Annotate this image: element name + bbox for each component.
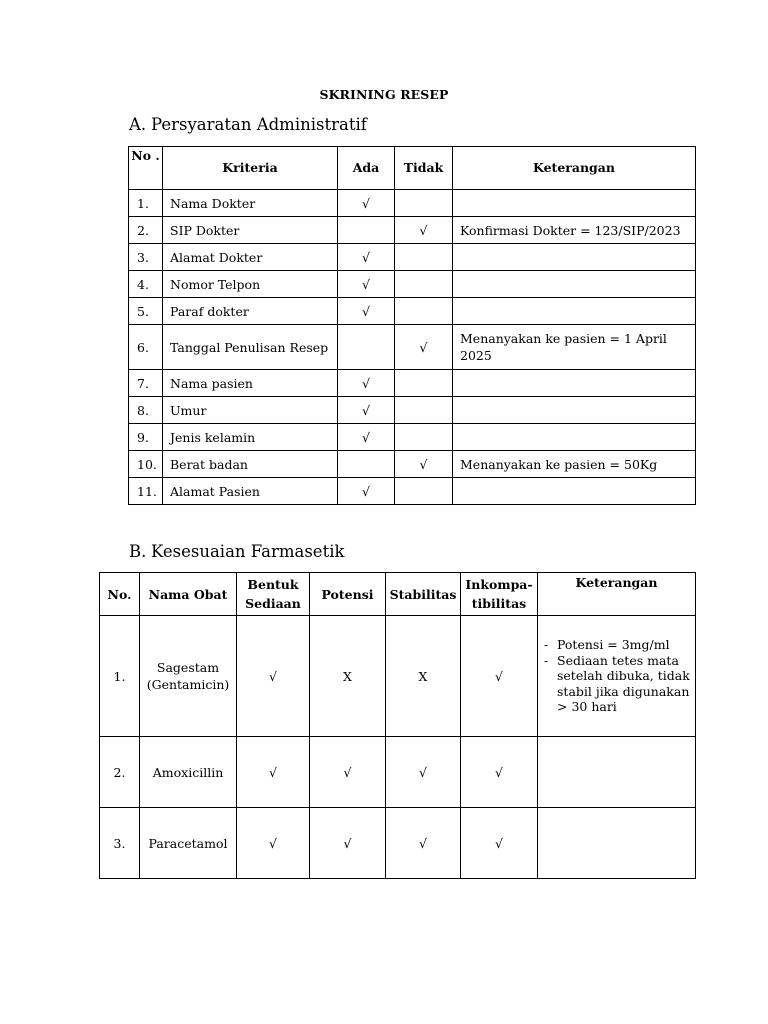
cell-ada: √ [338, 244, 395, 271]
cell-kriteria: Nomor Telpon [163, 271, 338, 298]
header-keterangan: Keterangan [538, 573, 696, 616]
table-row [129, 325, 696, 370]
cell-keterangan: Menanyakan ke pasien = 50Kg [453, 451, 696, 478]
cell-ada [338, 451, 395, 478]
cell-tidak [395, 424, 453, 451]
cell-no: 4. [129, 271, 163, 298]
table-row [100, 737, 696, 808]
header-bentuk-sediaan: Bentuk Sediaan [237, 573, 310, 616]
cell-tidak [395, 370, 453, 397]
table-row [100, 616, 696, 737]
cell-tidak: √ [395, 217, 453, 244]
cell-ada: √ [338, 370, 395, 397]
cell-ada [338, 217, 395, 244]
cell-ada: √ [338, 478, 395, 505]
section-a-heading [129, 115, 367, 134]
cell-kriteria: Nama Dokter [163, 190, 338, 217]
notes-list [544, 637, 695, 715]
header-potensi: Potensi [310, 573, 386, 616]
header-keterangan: Keterangan [453, 147, 696, 190]
header-inkompatibilitas: Inkompa-tibilitas [461, 573, 538, 616]
table-row [129, 271, 696, 298]
cell-nama-obat: Sagestam (Gentamicin) [140, 616, 237, 737]
cell-keterangan [538, 737, 696, 808]
cell-kriteria: Jenis kelamin [163, 424, 338, 451]
pharmaceutical-suitability-table [99, 572, 696, 879]
cell-tidak: √ [395, 451, 453, 478]
cell-no: 3. [129, 244, 163, 271]
cell-no: 2. [129, 217, 163, 244]
cell-potensi: √ [310, 808, 386, 879]
cell-no: 6. [129, 325, 163, 370]
cell-kriteria: SIP Dokter [163, 217, 338, 244]
cell-keterangan [538, 616, 696, 737]
cell-keterangan [453, 298, 696, 325]
header-no: No. [100, 573, 140, 616]
table-row [129, 190, 696, 217]
cell-stabilitas: X [386, 616, 461, 737]
list-item: - Potensi = 3mg/ml [544, 637, 670, 653]
cell-ada: √ [338, 397, 395, 424]
cell-kriteria: Paraf dokter [163, 298, 338, 325]
cell-no: 10. [129, 451, 163, 478]
cell-nama-obat: Amoxicillin [140, 737, 237, 808]
header-no: No . [129, 147, 163, 190]
table-row [100, 808, 696, 879]
cell-ada: √ [338, 271, 395, 298]
header-kriteria: Kriteria [163, 147, 338, 190]
cell-tidak [395, 271, 453, 298]
table-row [129, 397, 696, 424]
table-row [129, 217, 696, 244]
cell-kriteria: Nama pasien [163, 370, 338, 397]
cell-ada: √ [338, 424, 395, 451]
table-row [129, 244, 696, 271]
header-nama-obat: Nama Obat [140, 573, 237, 616]
table-header-row [100, 573, 696, 616]
table-row [129, 478, 696, 505]
cell-inkompatibilitas: √ [461, 808, 538, 879]
section-a-title: Persyaratan Administratif [151, 115, 367, 134]
cell-keterangan [453, 271, 696, 298]
table-row [129, 370, 696, 397]
cell-tidak [395, 397, 453, 424]
cell-kriteria: Alamat Pasien [163, 478, 338, 505]
header-stabilitas: Stabilitas [386, 573, 461, 616]
cell-keterangan: Konfirmasi Dokter = 123/SIP/2023 [453, 217, 696, 244]
cell-keterangan [453, 478, 696, 505]
header-ada: Ada [338, 147, 395, 190]
cell-potensi: X [310, 616, 386, 737]
cell-keterangan: Menanyakan ke pasien = 1 April 2025 [453, 325, 696, 370]
cell-tidak: √ [395, 325, 453, 370]
cell-tidak [395, 298, 453, 325]
cell-ada: √ [338, 190, 395, 217]
cell-kriteria: Alamat Dokter [163, 244, 338, 271]
table-row [129, 451, 696, 478]
cell-potensi: √ [310, 737, 386, 808]
section-b-title: Kesesuaian Farmasetik [151, 542, 345, 561]
cell-no: 11. [129, 478, 163, 505]
cell-kriteria: Tanggal Penulisan Resep [163, 325, 338, 370]
cell-no: 1. [100, 616, 140, 737]
cell-tidak [395, 190, 453, 217]
cell-stabilitas: √ [386, 737, 461, 808]
cell-kriteria: Berat badan [163, 451, 338, 478]
table-header-row [129, 147, 696, 190]
cell-no: 1. [129, 190, 163, 217]
section-a-letter: A. [129, 115, 147, 134]
cell-bentuk-sediaan: √ [237, 616, 310, 737]
table-row [129, 424, 696, 451]
cell-keterangan [453, 397, 696, 424]
cell-ada: √ [338, 298, 395, 325]
cell-no: 2. [100, 737, 140, 808]
table-row [129, 298, 696, 325]
cell-no: 5. [129, 298, 163, 325]
cell-stabilitas: √ [386, 808, 461, 879]
cell-keterangan [453, 244, 696, 271]
cell-kriteria: Umur [163, 397, 338, 424]
cell-no: 8. [129, 397, 163, 424]
list-item: - Sediaan tetes mata setelah dibuka, tidak stabil jika digunakan > 30 hari [544, 652, 690, 715]
cell-bentuk-sediaan: √ [237, 737, 310, 808]
cell-tidak [395, 478, 453, 505]
cell-no: 7. [129, 370, 163, 397]
section-b-letter: B. [129, 542, 147, 561]
cell-keterangan [453, 190, 696, 217]
document-title: SKRINING RESEP [319, 87, 449, 102]
cell-no: 3. [100, 808, 140, 879]
section-b-heading [129, 542, 344, 561]
cell-tidak [395, 244, 453, 271]
cell-keterangan [453, 424, 696, 451]
cell-keterangan [538, 808, 696, 879]
cell-inkompatibilitas: √ [461, 616, 538, 737]
cell-no: 9. [129, 424, 163, 451]
cell-ada [338, 325, 395, 370]
cell-keterangan [453, 370, 696, 397]
header-tidak: Tidak [395, 147, 453, 190]
cell-bentuk-sediaan: √ [237, 808, 310, 879]
cell-inkompatibilitas: √ [461, 737, 538, 808]
cell-nama-obat: Paracetamol [140, 808, 237, 879]
administrative-requirements-table [128, 146, 696, 505]
